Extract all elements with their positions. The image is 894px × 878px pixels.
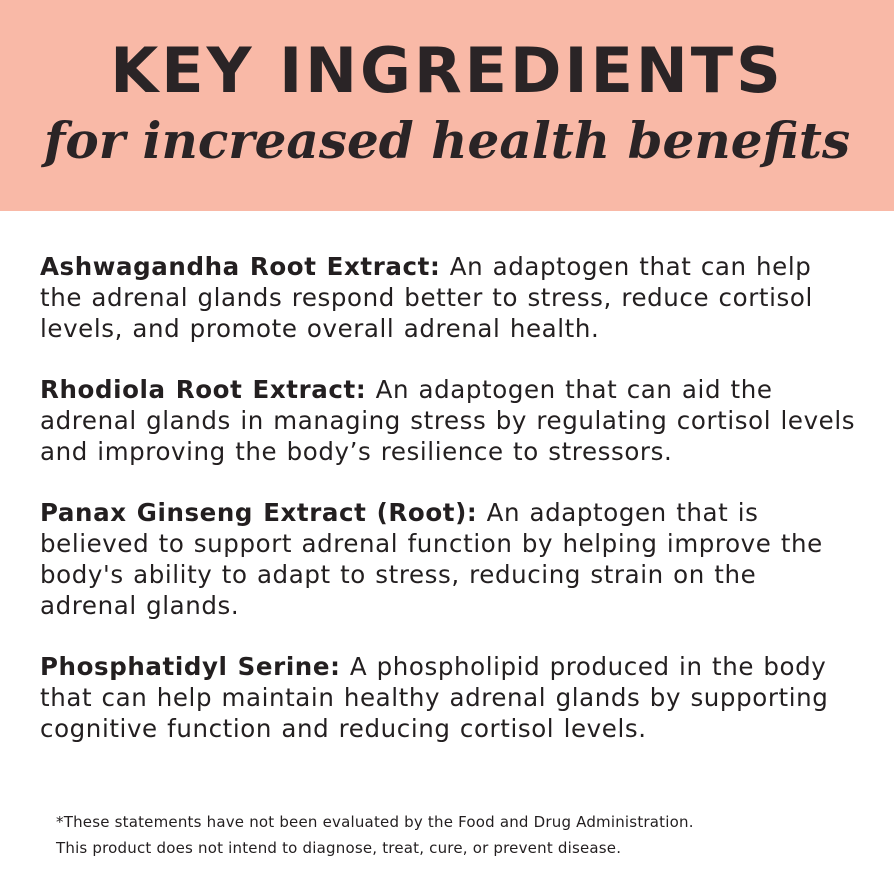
ingredient-description: An adaptogen that can help the adrenal glands respond better to stress, reduce cortisol levels, and promote overall adrenal health. xyxy=(40,252,813,343)
ingredient-name: Rhodiola Root Extract: xyxy=(40,375,367,404)
page-subtitle: for increased health benefits xyxy=(43,111,851,170)
ingredient-name: Panax Ginseng Extract (Root): xyxy=(40,498,478,527)
ingredient-panax-ginseng xyxy=(40,497,860,621)
ingredient-phosphatidyl-serine xyxy=(40,651,860,744)
ingredient-name: Phosphatidyl Serine: xyxy=(40,652,341,681)
ingredient-description: A phospholipid produced in the body that can help maintain healthy adrenal glands by supporting cognitive function and reducing cortisol levels. xyxy=(40,652,829,743)
ingredient-description: An adaptogen that can aid the adrenal glands in managing stress by regulating cortisol levels and improving the body’s resilience to stressors. xyxy=(40,375,856,466)
fda-disclaimer xyxy=(56,809,856,861)
disclaimer-line: *These statements have not been evaluated by the Food and Drug Administration. xyxy=(56,813,694,831)
ingredient-list xyxy=(40,251,860,774)
ingredient-ashwagandha xyxy=(40,251,860,344)
ingredient-rhodiola xyxy=(40,374,860,467)
disclaimer-line: This product does not intend to diagnose, treat, cure, or prevent disease. xyxy=(56,839,622,857)
header-banner xyxy=(0,0,894,211)
ingredient-name: Ashwagandha Root Extract: xyxy=(40,252,441,281)
page-title: KEY INGREDIENTS xyxy=(110,34,784,107)
ingredient-description: An adaptogen that is believed to support adrenal function by helping improve the body's ability to adapt to stress, reducing strain on the adrenal glands. xyxy=(40,498,823,620)
